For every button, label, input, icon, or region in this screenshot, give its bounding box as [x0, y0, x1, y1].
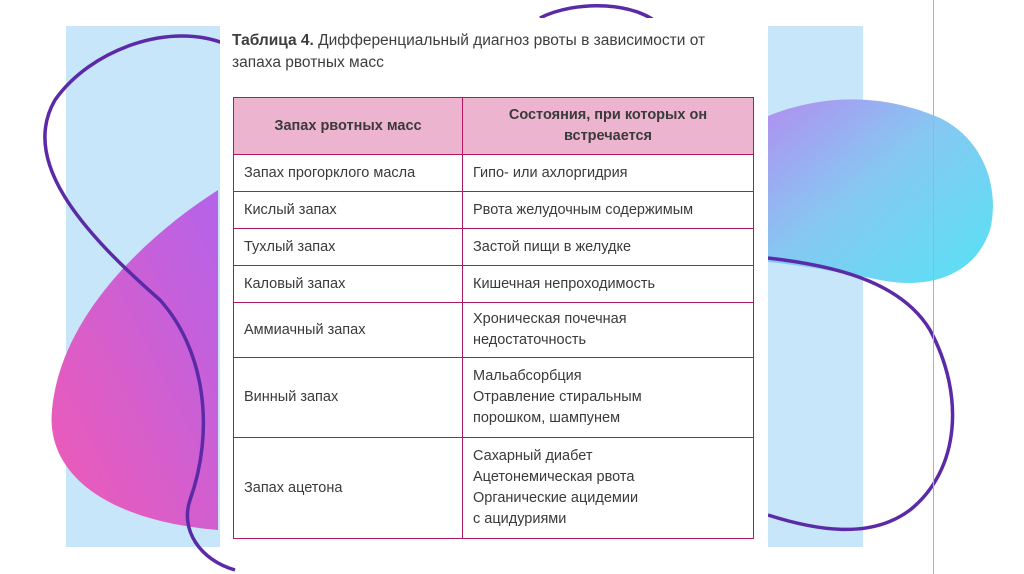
- table-row: [234, 192, 754, 229]
- table-header-row: [234, 98, 754, 155]
- header-conditions: [463, 98, 754, 155]
- condition-line: с ацидуриями: [473, 511, 567, 527]
- table-caption: [232, 30, 752, 74]
- table-row: [234, 438, 754, 539]
- table-row: [234, 229, 754, 266]
- table-row: [234, 266, 754, 303]
- row-smell: Аммиачный запах: [234, 303, 463, 358]
- row-conditions: [463, 192, 754, 229]
- row-conditions: [463, 266, 754, 303]
- row-conditions: [463, 155, 754, 192]
- condition-line: порошком, шампунем: [473, 410, 621, 426]
- condition-line: Мальабсорбция: [473, 368, 582, 384]
- condition-line: Кишечная непроходимость: [473, 275, 656, 292]
- condition-line: Хроническая почечная: [473, 311, 627, 327]
- condition-line: Ацетонемическая рвота: [473, 469, 635, 485]
- caption-text: Дифференциальный диагноз рвоты в зависимости от запаха рвотных масс: [232, 32, 706, 71]
- table-row: [234, 155, 754, 192]
- caption-label: Таблица 4.: [232, 32, 314, 49]
- header-conditions-text: Состояния, при которых он встречается: [508, 107, 708, 144]
- table-row: [234, 303, 754, 358]
- row-conditions: [463, 358, 754, 438]
- row-smell: Тухлый запах: [234, 229, 463, 266]
- table-row: [234, 358, 754, 438]
- diagnosis-table: [233, 97, 754, 539]
- condition-line: Гипо- или ахлоргидрия: [473, 164, 628, 181]
- row-smell: Запах прогорклого масла: [234, 155, 463, 192]
- row-smell: Винный запах: [234, 358, 463, 438]
- row-smell: Запах ацетона: [234, 438, 463, 539]
- condition-line: Отравление стиральным: [473, 389, 642, 405]
- blue-blob: [768, 99, 993, 283]
- condition-line: недостаточность: [473, 332, 587, 348]
- document-page: [220, 18, 768, 552]
- row-smell: Каловый запах: [234, 266, 463, 303]
- condition-line: Сахарный диабет: [473, 448, 593, 464]
- row-conditions: [463, 229, 754, 266]
- row-smell: Кислый запах: [234, 192, 463, 229]
- condition-line: Рвота желудочным содержимым: [473, 201, 694, 218]
- header-smell: Запах рвотных масс: [234, 98, 463, 155]
- condition-line: Органические ацидемии: [473, 490, 639, 506]
- row-conditions: [463, 438, 754, 539]
- condition-line: Застой пищи в желудке: [473, 238, 632, 255]
- right-rule-line: [933, 0, 934, 574]
- row-conditions: [463, 303, 754, 358]
